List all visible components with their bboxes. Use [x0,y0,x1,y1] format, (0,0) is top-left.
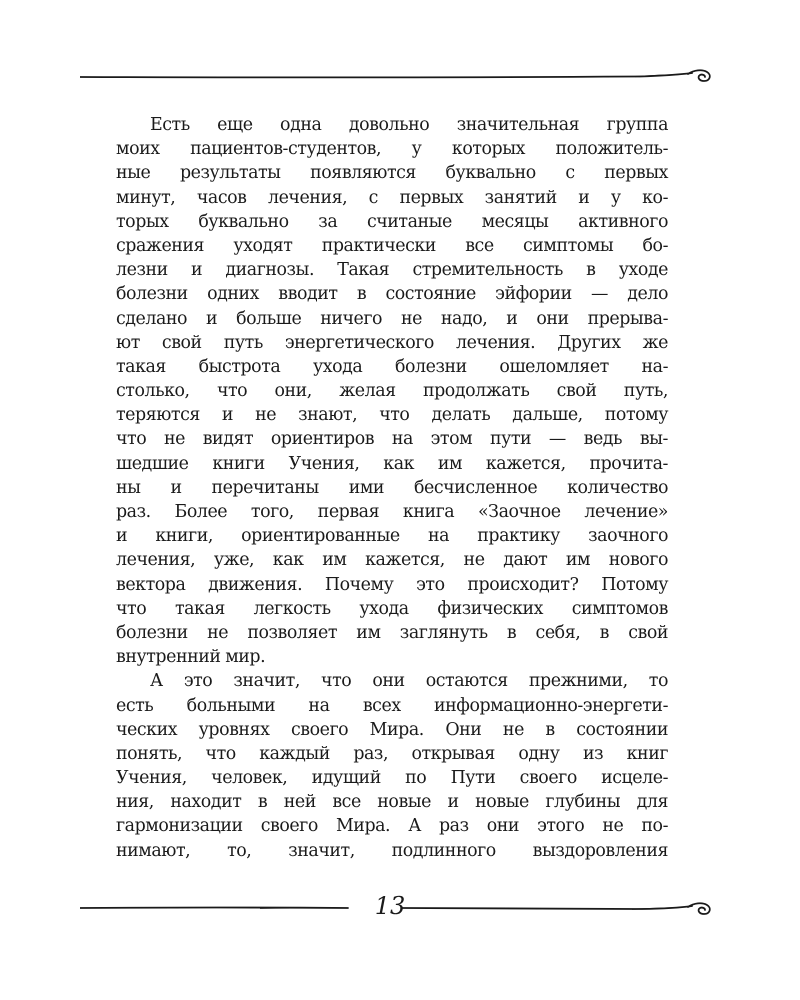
text-line: болезни одних вводит в состояние эйфории — дело [116,284,668,305]
text-line: сделано и больше ничего не надо, и они прерыва- [116,308,668,329]
text-line: ния, находит в ней все новые и новые глубины для [116,792,668,813]
text-line: ют свой путь энергетического лечения. Других же [116,332,668,353]
text-line: нимают, то, значит, подлинного выздоровления [116,840,668,861]
text-line: сражения уходят практически все симптомы бо- [116,235,668,256]
text-line: торых буквально за считаные месяцы активного [116,211,668,232]
text-line: минут, часов лечения, с первых занятий и у ко- [116,187,668,208]
text-line: лечения, уже, как им кажется, не дают им нового [116,550,668,571]
text-line: столько, что они, желая продолжать свой путь, [116,381,668,402]
curl-ornament-icon [688,70,710,81]
text-line: ны и перечитаны ими бесчисленное количество [116,477,668,498]
text-line: моих пациентов-студентов, у которых положитель- [116,139,668,160]
text-line: что такая легкость ухода физических симптомов [116,598,668,619]
text-line: Есть еще одна довольно значительная группа [150,115,668,135]
top-ornament-rule [80,60,720,90]
text-line: А это значит, что они остаются прежними, то [150,671,668,692]
text-line: ческих уровнях своего Мира. Они не в состоянии [116,719,668,740]
paragraph-1 [116,113,668,669]
text-line: ные результаты появляются буквально с первых [116,163,668,184]
text-line: и книги, ориентированные на практику заочного [116,526,668,547]
text-line: раз. Более того, первая книга «Заочное лечение» [116,502,668,522]
text-line: гармонизации своего Мира. А раз они этого не по- [116,816,668,837]
text-line: понять, что каждый раз, открывая одну из книг [116,743,668,764]
text-line: такая быстрота ухода болезни ошеломляет на- [116,356,668,377]
text-line: болезни не позволяет им заглянуть в себя, в свой [116,622,668,643]
text-line: есть больными на всех информационно-энергети- [116,695,668,716]
paragraph-2 [116,669,668,863]
curl-ornament-icon [688,903,710,914]
text-line: Учения, человек, идущий по Пути своего исцеле- [116,768,668,789]
text-line: вектора движения. Почему это происходит? Потому [116,574,668,595]
text-line: лезни и диагнозы. Такая стремительность в уходе [116,260,668,281]
text-line: шедшие книги Учения, как им кажется, прочита- [116,453,668,474]
text-line: что не видят ориентиров на этом пути — ведь вы- [116,429,668,450]
text-line: внутренний мир. [116,647,266,668]
text-line: теряются и не знают, что делать дальше, потому [116,405,668,426]
body-text [116,113,668,863]
page-number: 13 [374,892,406,920]
